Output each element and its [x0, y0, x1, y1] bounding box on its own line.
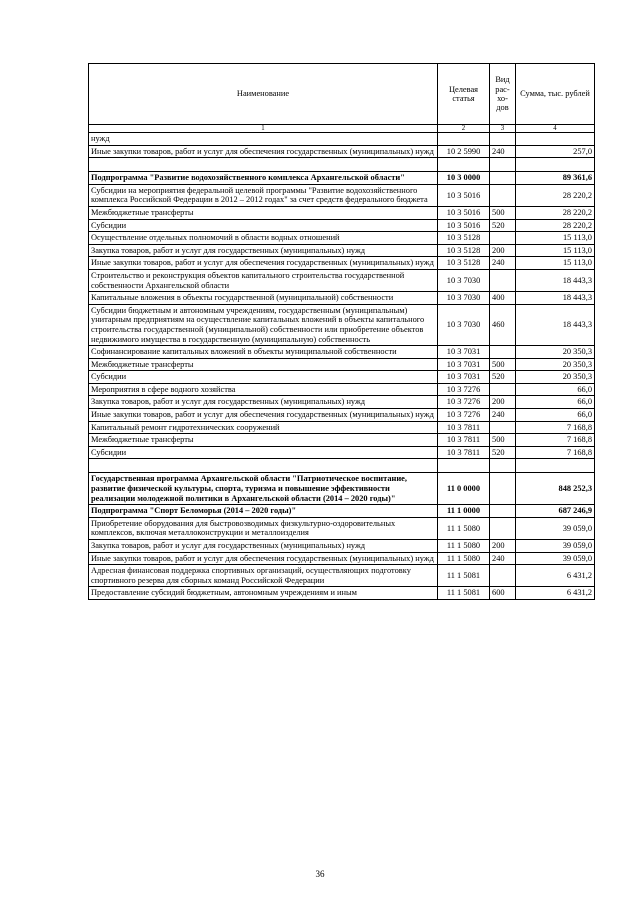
cell-kind: 200	[490, 244, 516, 257]
table-row	[89, 206, 595, 219]
cell-name: Иные закупки товаров, работ и услуг для обеспечения государственных (муниципальных) нужд	[89, 409, 438, 422]
header-target: Целевая статья	[438, 64, 490, 125]
cell-sum: 20 350,3	[516, 358, 595, 371]
cell-name: Осуществление отдельных полномочий в области водных отношений	[89, 232, 438, 245]
cell-sum: 18 443,3	[516, 269, 595, 291]
cell-kind	[490, 383, 516, 396]
cell-target: 10 3 7030	[438, 292, 490, 305]
column-number: 1	[89, 125, 438, 133]
spacer-row	[89, 158, 595, 172]
budget-table-body	[89, 64, 595, 600]
cell-kind	[490, 505, 516, 518]
cell-sum: 687 246,9	[516, 505, 595, 518]
cell-kind: 520	[490, 219, 516, 232]
cell-kind: 240	[490, 552, 516, 565]
cell-target: 10 3 5128	[438, 232, 490, 245]
column-number-row	[89, 125, 595, 133]
table-row	[89, 565, 595, 587]
cell-target: 11 0 0000	[438, 473, 490, 505]
header-sum: Сумма, тыс. рублей	[516, 64, 595, 125]
table-row	[89, 371, 595, 384]
spacer-cell	[438, 158, 490, 172]
cell-kind: 240	[490, 409, 516, 422]
cell-kind	[490, 473, 516, 505]
cell-sum: 6 431,2	[516, 587, 595, 600]
table-row	[89, 409, 595, 422]
cell-name: Капитальный ремонт гидротехнических сооружений	[89, 421, 438, 434]
cell-kind: 500	[490, 434, 516, 447]
table-row	[89, 172, 595, 185]
cell-kind: 520	[490, 446, 516, 459]
cell-sum: 28 220,2	[516, 206, 595, 219]
cell-name: Иные закупки товаров, работ и услуг для обеспечения государственных (муниципальных) нужд	[89, 145, 438, 158]
cell-name: Субсидии на мероприятия федеральной целевой программы "Развитие водохозяйственного комплекса Российской Федерации в 2012 – 2012 годах" за счет средств федерального бюджета	[89, 184, 438, 206]
spacer-cell	[89, 158, 438, 172]
cell-sum	[516, 133, 595, 146]
cell-kind: 460	[490, 304, 516, 345]
cell-name: Подпрограмма "Спорт Беломорья (2014 – 2020 годы)"	[89, 505, 438, 518]
spacer-cell	[490, 459, 516, 473]
cell-kind: 500	[490, 206, 516, 219]
cell-sum: 257,0	[516, 145, 595, 158]
cell-sum: 66,0	[516, 383, 595, 396]
cell-kind: 200	[490, 540, 516, 553]
spacer-cell	[516, 459, 595, 473]
table-row	[89, 304, 595, 345]
cell-name: Предоставление субсидий бюджетным, автономным учреждениям и иным	[89, 587, 438, 600]
cell-name: Закупка товаров, работ и услуг для государственных (муниципальных) нужд	[89, 540, 438, 553]
spacer-row	[89, 459, 595, 473]
cell-name: Софинансирование капитальных вложений в объекты муниципальной собственности	[89, 346, 438, 359]
cell-kind: 500	[490, 358, 516, 371]
table-row	[89, 383, 595, 396]
cell-sum: 39 059,0	[516, 517, 595, 539]
table-row	[89, 184, 595, 206]
cell-name: Иные закупки товаров, работ и услуг для обеспечения государственных (муниципальных) нужд	[89, 257, 438, 270]
cell-kind	[490, 269, 516, 291]
cell-name: нужд	[89, 133, 438, 146]
cell-kind	[490, 133, 516, 146]
cell-target: 10 3 5128	[438, 257, 490, 270]
cell-kind: 200	[490, 396, 516, 409]
table-row	[89, 346, 595, 359]
table-row	[89, 434, 595, 447]
cell-sum: 89 361,6	[516, 172, 595, 185]
cell-sum: 15 113,0	[516, 244, 595, 257]
cell-name: Строительство и реконструкция объектов капитального строительства государственной собственности Архангельской области	[89, 269, 438, 291]
cell-kind	[490, 232, 516, 245]
cell-target: 11 1 0000	[438, 505, 490, 518]
cell-sum: 7 168,8	[516, 434, 595, 447]
cell-name: Субсидии	[89, 371, 438, 384]
cell-target	[438, 133, 490, 146]
cell-sum: 7 168,8	[516, 421, 595, 434]
table-row	[89, 244, 595, 257]
table-row	[89, 269, 595, 291]
table-row	[89, 505, 595, 518]
cell-name: Иные закупки товаров, работ и услуг для обеспечения государственных (муниципальных) нужд	[89, 552, 438, 565]
table-row	[89, 219, 595, 232]
cell-name: Приобретение оборудования для быстровозводимых физкультурно-оздоровительных комплексов, включая металлоконструкции и металлоизделия	[89, 517, 438, 539]
cell-target: 10 3 7811	[438, 434, 490, 447]
cell-name: Государственная программа Архангельской области "Патриотическое воспитание, развитие физической культуры, спорта, туризма и повышение эффективности реализации молодежной политики в Архангельской области (2014 – 2020 годы)"	[89, 473, 438, 505]
column-number: 3	[490, 125, 516, 133]
page-number: 36	[315, 869, 325, 879]
cell-target: 10 3 7030	[438, 269, 490, 291]
cell-target: 10 3 5016	[438, 206, 490, 219]
cell-target: 10 3 7811	[438, 446, 490, 459]
cell-name: Адресная финансовая поддержка спортивных организаций, осуществляющих подготовку спортивного резерва для сборных команд Российской Федерации	[89, 565, 438, 587]
cell-target: 10 3 5016	[438, 184, 490, 206]
table-row	[89, 292, 595, 305]
cell-kind	[490, 517, 516, 539]
spacer-cell	[490, 158, 516, 172]
cell-kind: 600	[490, 587, 516, 600]
cell-sum: 848 252,3	[516, 473, 595, 505]
cell-target: 11 1 5080	[438, 540, 490, 553]
column-number: 4	[516, 125, 595, 133]
cell-name: Мероприятия в сфере водного хозяйства	[89, 383, 438, 396]
cell-sum: 7 168,8	[516, 446, 595, 459]
header-kind: Вид рас- хо- дов	[490, 64, 516, 125]
table-row	[89, 133, 595, 146]
cell-name: Субсидии	[89, 446, 438, 459]
spacer-cell	[89, 459, 438, 473]
cell-sum: 6 431,2	[516, 565, 595, 587]
cell-target: 10 3 7811	[438, 421, 490, 434]
spacer-cell	[438, 459, 490, 473]
cell-sum: 20 350,3	[516, 346, 595, 359]
table-row	[89, 232, 595, 245]
cell-target: 11 1 5080	[438, 517, 490, 539]
cell-target: 10 2 5990	[438, 145, 490, 158]
cell-target: 11 1 5081	[438, 587, 490, 600]
cell-name: Межбюджетные трансферты	[89, 358, 438, 371]
cell-target: 10 3 5128	[438, 244, 490, 257]
cell-kind: 400	[490, 292, 516, 305]
table-row	[89, 396, 595, 409]
cell-target: 10 3 7030	[438, 304, 490, 345]
table-row	[89, 552, 595, 565]
cell-target: 10 3 7276	[438, 396, 490, 409]
table-row	[89, 145, 595, 158]
cell-target: 11 1 5081	[438, 565, 490, 587]
cell-target: 10 3 7031	[438, 358, 490, 371]
cell-name: Закупка товаров, работ и услуг для государственных (муниципальных) нужд	[89, 396, 438, 409]
cell-target: 10 3 7276	[438, 409, 490, 422]
cell-sum: 39 059,0	[516, 540, 595, 553]
cell-sum: 28 220,2	[516, 184, 595, 206]
cell-kind	[490, 184, 516, 206]
budget-table-container	[88, 63, 594, 600]
cell-sum: 15 113,0	[516, 257, 595, 270]
header-name: Наименование	[89, 64, 438, 125]
table-row	[89, 587, 595, 600]
cell-target: 11 1 5080	[438, 552, 490, 565]
cell-target: 10 3 7031	[438, 371, 490, 384]
cell-name: Субсидии	[89, 219, 438, 232]
cell-sum: 18 443,3	[516, 304, 595, 345]
cell-kind	[490, 565, 516, 587]
cell-name: Субсидии бюджетным и автономным учреждениям, государственным (муниципальным) унитарным предприятиям на осуществление капитальных вложений в объекты капитального строительства государственной (муниципальной) собственности или приобретение объектов недвижимого имущества в государственную (муниципальную) собственность	[89, 304, 438, 345]
cell-target: 10 3 0000	[438, 172, 490, 185]
cell-target: 10 3 5016	[438, 219, 490, 232]
cell-sum: 15 113,0	[516, 232, 595, 245]
cell-kind: 240	[490, 145, 516, 158]
column-number: 2	[438, 125, 490, 133]
table-row	[89, 517, 595, 539]
table-row	[89, 257, 595, 270]
cell-name: Межбюджетные трансферты	[89, 206, 438, 219]
table-row	[89, 473, 595, 505]
cell-kind: 240	[490, 257, 516, 270]
cell-sum: 66,0	[516, 396, 595, 409]
cell-sum: 39 059,0	[516, 552, 595, 565]
cell-target: 10 3 7031	[438, 346, 490, 359]
cell-sum: 66,0	[516, 409, 595, 422]
cell-sum: 28 220,2	[516, 219, 595, 232]
table-row	[89, 421, 595, 434]
spacer-cell	[516, 158, 595, 172]
cell-sum: 20 350,3	[516, 371, 595, 384]
cell-name: Подпрограмма "Развитие водохозяйственного комплекса Архангельской области"	[89, 172, 438, 185]
table-row	[89, 540, 595, 553]
cell-sum: 18 443,3	[516, 292, 595, 305]
table-row	[89, 446, 595, 459]
cell-name: Межбюджетные трансферты	[89, 434, 438, 447]
cell-name: Капитальные вложения в объекты государственной (муниципальной) собственности	[89, 292, 438, 305]
budget-table	[88, 63, 595, 600]
cell-kind	[490, 346, 516, 359]
table-row	[89, 358, 595, 371]
cell-kind	[490, 172, 516, 185]
cell-kind	[490, 421, 516, 434]
cell-name: Закупка товаров, работ и услуг для государственных (муниципальных) нужд	[89, 244, 438, 257]
table-header-row	[89, 64, 595, 125]
cell-kind: 520	[490, 371, 516, 384]
cell-target: 10 3 7276	[438, 383, 490, 396]
